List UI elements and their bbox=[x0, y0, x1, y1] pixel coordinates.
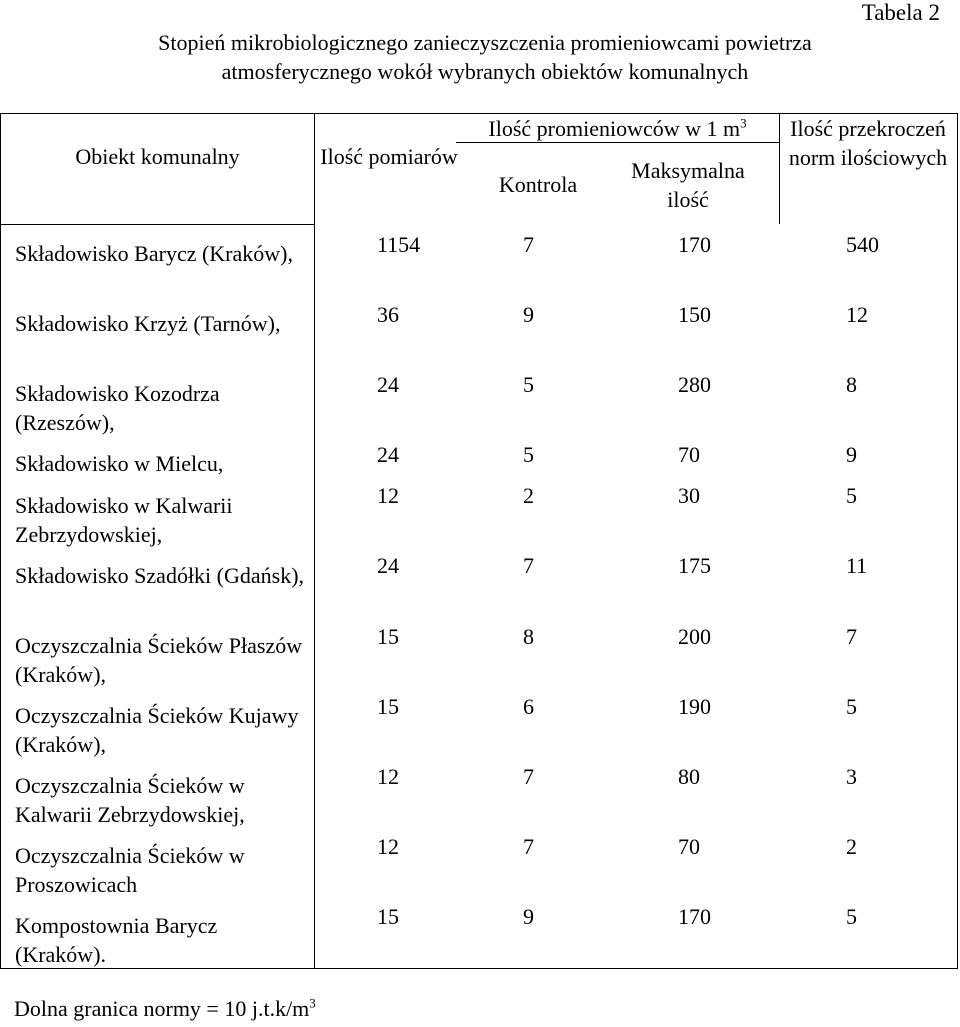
row-maximum: 70 bbox=[678, 442, 700, 467]
title-line-1: Stopień mikrobiologicznego zanieczyszczenia promieniowcami powietrza bbox=[158, 30, 812, 55]
header-divider bbox=[1, 224, 314, 225]
row-control: 7 bbox=[523, 553, 534, 578]
row-object: Składowisko Szadółki (Gdańsk), bbox=[15, 563, 305, 588]
row-exceedances: 3 bbox=[846, 764, 857, 789]
row-object: Oczyszczalnia Ścieków Płaszów (Kraków), bbox=[15, 633, 303, 687]
row-maximum: 190 bbox=[678, 694, 711, 719]
row-measurements: 12 bbox=[377, 483, 399, 508]
header-exceedances: Ilość przekroczeń norm ilościowych bbox=[788, 116, 948, 170]
row-object: Kompostownia Barycz (Kraków). bbox=[15, 913, 218, 967]
row-control: 5 bbox=[523, 442, 534, 467]
row-maximum: 175 bbox=[678, 553, 711, 578]
row-measurements: 24 bbox=[377, 553, 399, 578]
column-divider bbox=[314, 114, 315, 968]
row-maximum: 280 bbox=[678, 372, 711, 397]
row-maximum: 170 bbox=[678, 904, 711, 929]
header-object: Obiekt komunalny bbox=[75, 144, 240, 169]
header-actinomycetes bbox=[456, 114, 779, 143]
row-measurements: 12 bbox=[377, 764, 399, 789]
row-control: 7 bbox=[523, 232, 534, 257]
row-measurements: 1154 bbox=[377, 232, 421, 257]
row-object: Oczyszczalnia Ścieków Kujawy (Kraków), bbox=[15, 703, 299, 757]
row-object: Składowisko Krzyż (Tarnów), bbox=[15, 311, 281, 336]
row-control: 5 bbox=[523, 372, 534, 397]
header-control: Kontrola bbox=[498, 172, 578, 197]
row-object: Składowisko Kozodrza (Rzeszów), bbox=[15, 381, 220, 435]
row-control: 7 bbox=[523, 834, 534, 859]
row-exceedances: 5 bbox=[846, 483, 857, 508]
row-measurements: 15 bbox=[377, 904, 399, 929]
row-maximum: 80 bbox=[678, 764, 700, 789]
row-control: 2 bbox=[523, 483, 534, 508]
header-maximum: Maksymalna ilość bbox=[631, 158, 745, 212]
row-exceedances: 11 bbox=[846, 553, 868, 578]
footnote bbox=[14, 996, 316, 1022]
row-maximum: 70 bbox=[678, 834, 700, 859]
row-measurements: 24 bbox=[377, 372, 399, 397]
header-actinomycetes-sup: 3 bbox=[740, 115, 747, 131]
row-measurements: 15 bbox=[377, 624, 399, 649]
row-control: 9 bbox=[523, 904, 534, 929]
row-object: Oczyszczalnia Ścieków w Kalwarii Zebrzydowskiej, bbox=[15, 773, 245, 827]
row-measurements: 24 bbox=[377, 442, 399, 467]
row-maximum: 30 bbox=[678, 483, 700, 508]
row-exceedances: 5 bbox=[846, 904, 857, 929]
row-exceedances: 7 bbox=[846, 624, 857, 649]
row-measurements: 36 bbox=[377, 302, 399, 327]
title-line-2: atmosferycznego wokół wybranych obiektów komunalnych bbox=[221, 59, 749, 84]
row-maximum: 200 bbox=[678, 624, 711, 649]
row-object: Składowisko w Mielcu, bbox=[15, 451, 224, 476]
row-measurements: 12 bbox=[377, 834, 399, 859]
row-exceedances: 9 bbox=[846, 442, 857, 467]
row-maximum: 150 bbox=[678, 302, 711, 327]
row-object: Oczyszczalnia Ścieków w Proszowicach bbox=[15, 843, 245, 897]
footnote-sup: 3 bbox=[309, 995, 316, 1011]
row-control: 7 bbox=[523, 764, 534, 789]
row-exceedances: 5 bbox=[846, 694, 857, 719]
row-exceedances: 8 bbox=[846, 372, 857, 397]
row-control: 8 bbox=[523, 624, 534, 649]
header-measurements: Ilość pomiarów bbox=[320, 144, 458, 169]
row-object: Składowisko Barycz (Kraków), bbox=[15, 241, 293, 266]
data-table bbox=[0, 113, 958, 969]
table-label: Tabela 2 bbox=[861, 0, 940, 25]
row-maximum: 170 bbox=[678, 232, 711, 257]
row-control: 6 bbox=[523, 694, 534, 719]
row-exceedances: 12 bbox=[846, 302, 868, 327]
header-actinomycetes-text: Ilość promieniowców w 1 m bbox=[488, 116, 741, 141]
row-exceedances: 540 bbox=[846, 232, 879, 257]
row-measurements: 15 bbox=[377, 694, 399, 719]
row-exceedances: 2 bbox=[846, 834, 857, 859]
row-object: Składowisko w Kalwarii Zebrzydowskiej, bbox=[15, 493, 233, 547]
footnote-text: Dolna granica normy = 10 j.t.k/m bbox=[14, 996, 310, 1021]
row-control: 9 bbox=[523, 302, 534, 327]
page-title bbox=[60, 28, 910, 86]
